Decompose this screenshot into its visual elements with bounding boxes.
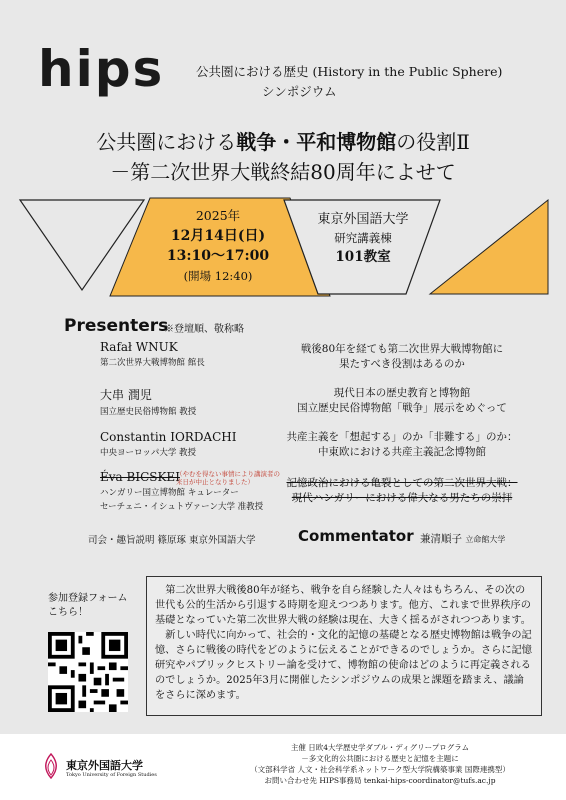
main-title: 公共圏における戦争・平和博物館の役割Ⅱ: [96, 130, 470, 154]
event-venue: 東京外国語大学 研究講義棟 101教室: [317, 212, 409, 265]
talk-1: 戦後80年を経ても第二次世界大戦博物館に 果たすべき役割はあるのか: [300, 343, 504, 370]
presenter-1: Rafał WNUK 第二次世界大戦博物館 館長: [100, 340, 205, 368]
qr-icon: [48, 632, 128, 712]
presenter-3: Constantin IORDACHI 中央ヨーロッパ大学 教授: [100, 430, 237, 458]
abstract-box: 第二次世界大戦後80年が経ち、戦争を自ら経験した人々はもちろん、その次の世代も公的生活から引退する時期を迎えつつあります。他方、これまで世界秩序の基礎となっていた第二次世界大戦の経験は現在、大きく揺るがされつつあります。 新しい時代に向かって、社会的・文化的記憶の基礎となる歴史博物館は戦争の記憶、さらに戦後の時代をどのように伝えることができるのでしょうか。さらに記憶研究やパブリックヒストリー論を受けて、博物館の使命はどのように再定義されるのでしょうか。2025年3月に開催したシンポジウムの成果と課題を踏まえ、議論をさらに深めます。: [146, 576, 542, 716]
presenter-2: 大串 潤児 国立歴史民俗博物館 教授: [100, 388, 197, 417]
presenter-4: Éva BICSKEI ハンガリー国立博物館 キュレーター セーチェニ・イシュトヴァーン大学 准教授: [100, 470, 264, 512]
subtitle: －第二次世界大戦終結80周年によせて: [110, 160, 456, 184]
presenters-heading: Presenters: [64, 316, 169, 336]
talk-2: 現代日本の歴史教育と博物館 国立歴史民俗博物館「戦争」展示をめぐって: [297, 387, 507, 414]
registration-qr-code[interactable]: [48, 632, 128, 712]
hips-logo: hips: [38, 40, 165, 98]
commentator-heading: Commentator: [298, 527, 414, 545]
talk-3: 共産主義を「想起する」のか「非難する」のか： 中東欧における共産主義記念博物館: [286, 431, 518, 458]
university-name: 東京外国語大学: [66, 759, 143, 772]
order-note: ※登壇順、敬称略: [164, 324, 244, 335]
series-title: 公共圏における歴史 (History in the Public Sphere): [196, 64, 503, 79]
event-date: 2025年 12月14日(日) 13:10～17:00 (開場 12:40): [166, 208, 270, 283]
symposium-label: シンポジウム: [262, 84, 337, 99]
cancel-note: （やむを得ない事情により講演者の来日が中止となりました）: [176, 470, 280, 486]
tufs-logo-icon: [40, 752, 62, 780]
registration-text: 参加登録フォーム こちら！: [48, 593, 128, 618]
university-name-en: Tokyo University of Foreign Studies: [66, 772, 157, 778]
talk-4: 記憶政治における亀裂としての第二次世界大戦： 現代ハンガリーにおける偉大なる男たちの崇拝: [286, 477, 518, 504]
commentator-name: 兼清順子 立命館大学: [420, 533, 506, 545]
organizer-credits: 主催 日欧4大学歴史学ダブル・ディグリープログラム －多文化的公共圏における歴史と記憶を主題に （文部科学省 人文・社会科学系ネットワーク型大学院構築事業 国際連携型） お問い合わせ先 HIPS事務局 tenkai-hips-coordinator@tufs.ac.jp: [250, 743, 510, 785]
moderator: 司会・趣旨説明 篠原琢 東京外国語大学: [88, 535, 256, 546]
